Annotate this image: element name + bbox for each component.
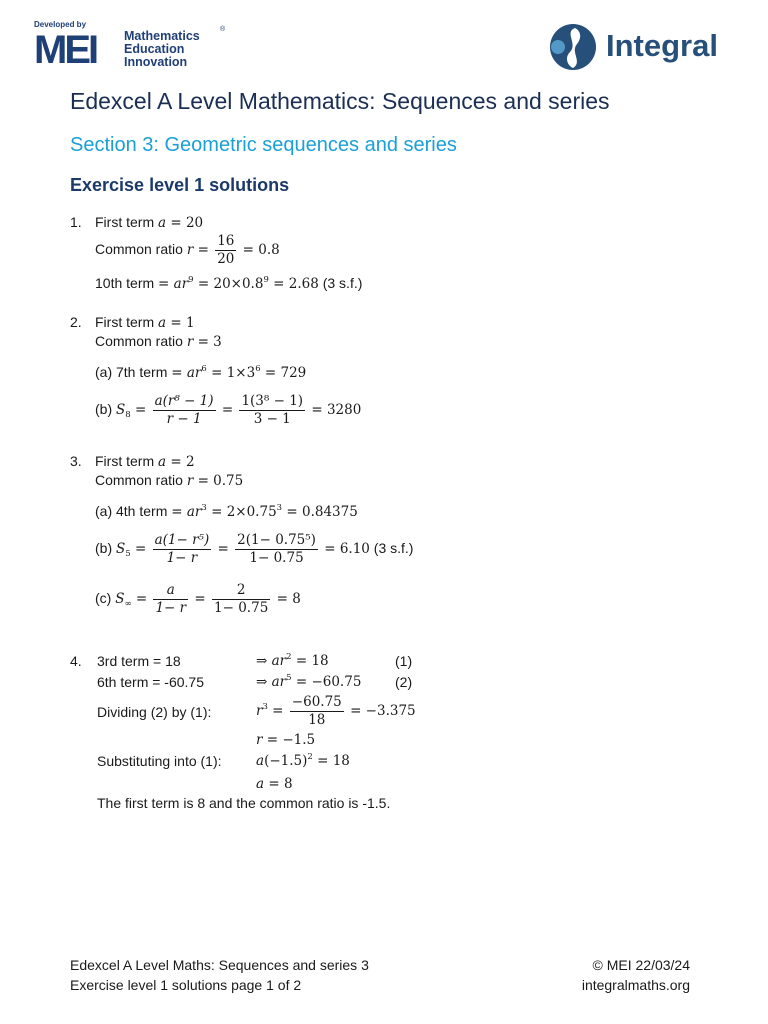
question-number: 4. (70, 653, 82, 669)
fraction: $\frac{\text{a(1− r⁵)}}{1- r}$ (154, 532, 210, 566)
footer-page-info: Exercise level 1 solutions page 1 of 2 (70, 977, 302, 993)
mei-logo (34, 20, 234, 72)
fraction: $\frac{2}{1- 0.75}$ (214, 582, 269, 616)
footer-course-title: Edexcel A Level Maths: Sequences and series 3 (70, 957, 369, 973)
mei-full-name: Mathematics Education Innovation (124, 29, 200, 69)
q4-row3-label: Dividing (2) by (1): (97, 704, 212, 720)
footer-website: integralmaths.org (581, 977, 690, 993)
footer-copyright: © MEI 22/03/24 (592, 957, 690, 973)
fraction: $\frac{\text{1(3⁸ − 1)}}{3 - 1}$ (241, 393, 304, 427)
mei-wordmark: MEI (34, 28, 97, 72)
registered-mark: ® (220, 26, 226, 33)
q4-row2-label: 6th term = -60.75 (97, 674, 205, 690)
question-number: 1. (70, 214, 82, 230)
q2-part-b: (b) $S_8$ = $\frac{\text{a(r⁸ − 1)}}{r - 1}$ = $\frac{\text{1(3⁸ − 1)}}{3 - 1}$ = 3280 (95, 393, 362, 427)
q3-part-a: (a) 4th term = $ar^3 = 2\times 0.75^3 = 0.84375$ (95, 503, 358, 520)
question-number: 2. (70, 314, 82, 330)
mei-developed-by: Developed by (34, 20, 87, 29)
document-title: Edexcel A Level Mathematics: Sequences and series (70, 88, 610, 114)
fraction: $\frac{-60.75}{18}$ (291, 694, 342, 728)
q3-first-term: First term a = 2 (95, 453, 195, 470)
q3-part-b: (b) $S_5$ = $\frac{\text{a(1− r⁵)}}{1- r}$ = $\frac{\text{2(1− 0.75⁵)}}{1- 0.75}$ = 6.10 (3 s.f.) (95, 532, 414, 566)
integral-logo (548, 22, 740, 72)
q4-row1-ref: (1) (395, 653, 413, 669)
q2-common-ratio: Common ratio r = 3 (95, 333, 222, 350)
q2-part-a: (a) 7th term = $ar^6 = 1\times 3^6 = 729$ (95, 364, 307, 381)
q4-row6-math: a = 8 (256, 776, 293, 792)
q4-row4-math: r = −1.5 (256, 732, 316, 748)
section-title: Section 3: Geometric sequences and series (70, 134, 457, 156)
q4-row1-math: ⇒ $ar^2 = 18$ (256, 652, 329, 669)
q4-row2-math: ⇒ $ar^5 = -60.75$ (256, 673, 362, 690)
exercise-title: Exercise level 1 solutions (70, 175, 290, 195)
fraction: $\frac{a}{1- r}$ (155, 582, 187, 616)
q4-conclusion: The first term is 8 and the common ratio is -1.5. (97, 795, 391, 811)
q2-first-term: First term a = 1 (95, 314, 195, 331)
q4-row2-ref: (2) (395, 674, 413, 690)
fraction: $\frac{\text{2(1− 0.75⁵)}}{1- 0.75}$ (237, 532, 316, 566)
integral-wordmark: Integral (606, 28, 718, 63)
question-number: 3. (70, 453, 82, 469)
integral-swirl-icon (548, 22, 598, 72)
q4-row5-label: Substituting into (1): (97, 753, 222, 769)
fraction: $\frac{\text{a(r⁸ − 1)}}{r - 1}$ (154, 393, 214, 427)
q3-part-c: (c) $S_\infty$ = $\frac{a}{1- r}$ = $\frac{2}{1- 0.75}$ = 8 (95, 582, 301, 616)
q1-common-ratio: Common ratio r = $\frac{16}{20}$ = 0.8 (95, 233, 280, 267)
q4-row3-math: $r^3$ = $\frac{-60.75}{18}$ = −3.375 (256, 694, 416, 728)
q4-row5-math: $a(-1.5)^2 = 18$ (256, 752, 350, 769)
fraction: $\frac{16}{20}$ (217, 233, 235, 267)
q1-first-term: First term a = 20 (95, 214, 204, 231)
q1-tenth-term: 10th term = $ar^9 = 20\times 0.8^9 = 2.68$ (3 s.f.) (95, 275, 363, 292)
q3-common-ratio: Common ratio r = 0.75 (95, 472, 244, 489)
q4-row1-label: 3rd term = 18 (97, 653, 181, 669)
